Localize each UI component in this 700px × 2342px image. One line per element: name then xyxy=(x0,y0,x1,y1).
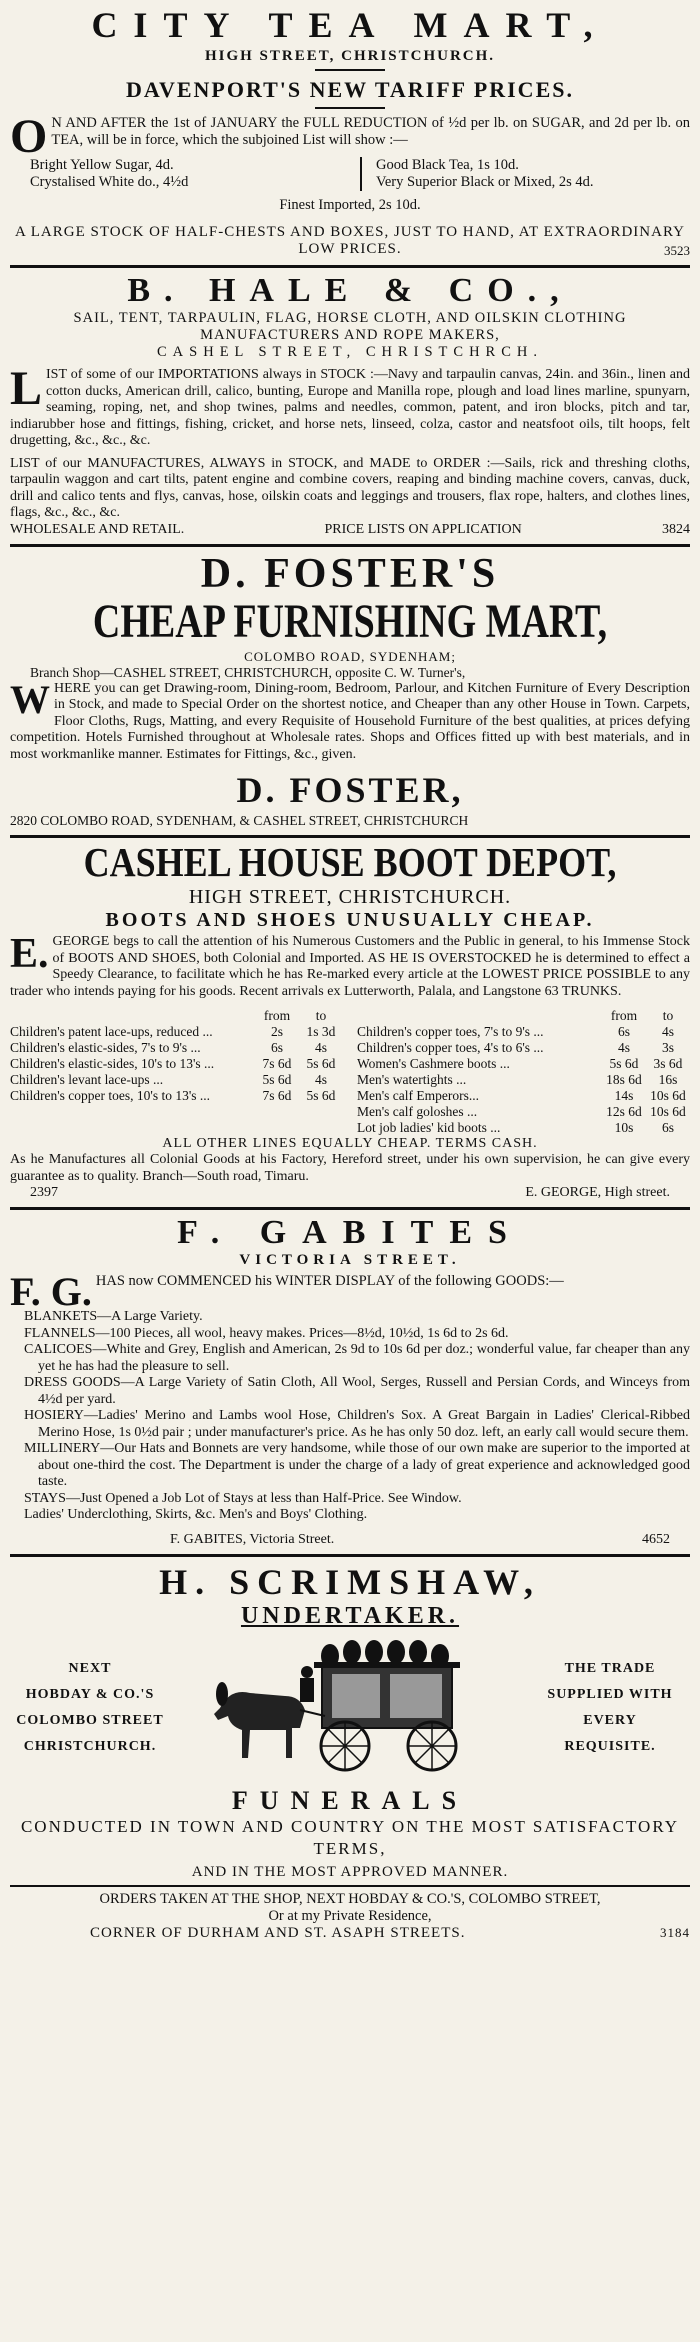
price-to: 4s xyxy=(314,1072,327,1087)
hale-manufactures: LIST of our MANUFACTURES, ALWAYS in STOCK, and MADE to ORDER :—Sails, rick and threshing cloths, tarpaulin waggon and cart tilts, patent engine and combine covers, reaping and binding machine covers, canvas, duck, drill and calico tents and flys, canvas, hose, oilskin coats and leggings and trousers, flax rope, halters, and clothes lines, flags, &c., &c., &c. xyxy=(10,455,690,520)
price-from: 18s 6d xyxy=(606,1072,642,1087)
divider xyxy=(10,265,690,268)
tea-title: CITY TEA MART, xyxy=(91,5,609,45)
table-row xyxy=(357,1072,690,1088)
divider xyxy=(315,107,385,109)
foster-title2: CHEAP FURNISHING MART, xyxy=(92,595,608,648)
boot-dropcap: E. xyxy=(10,931,49,977)
price-from: 7s 6d xyxy=(262,1088,292,1103)
divider xyxy=(10,1207,690,1210)
gabites-intro: HAS now COMMENCED his WINTER DISPLAY of the following GOODS:— xyxy=(95,1273,564,1289)
hdr-from: from xyxy=(610,1008,638,1023)
scrimshaw-funerals: FUNERALS xyxy=(231,1785,469,1815)
boot-title: CASHEL HOUSE BOOT DEPOT, xyxy=(83,839,617,885)
tea-stock: A LARGE STOCK OF HALF-CHESTS AND BOXES, JUST TO HAND, AT EXTRAORDINARY LOW PRICES. xyxy=(15,224,685,257)
boot-address: HIGH STREET, CHRISTCHURCH. xyxy=(188,886,512,908)
tea-price-sugar-white: Crystalised White do., 4½d xyxy=(30,174,189,190)
scrimshaw-right-column xyxy=(530,1656,690,1760)
price-to: 4s xyxy=(314,1040,327,1055)
item-name: Children's copper toes, 7's to 9's ... xyxy=(357,1024,544,1039)
tea-subtitle: DAVENPORT'S NEW TARIFF PRICES. xyxy=(126,77,574,102)
price-from: 10s xyxy=(614,1120,634,1135)
list-item: STAYS—Just Opened a Job Lot of Stays at less than Half-Price. See Window. xyxy=(24,1490,462,1506)
tea-price-sugar-yellow: Bright Yellow Sugar, 4d. xyxy=(30,157,174,173)
scrimshaw-right-line: THE TRADE xyxy=(564,1660,656,1676)
price-to: 5s 6d xyxy=(306,1088,336,1103)
table-row xyxy=(10,1056,343,1072)
hale-imports: IST of some of our IMPORTATIONS always in STOCK :—Navy and tarpaulin canvas, 24in. and 36in., linen and cotton ducks, American drill, calico, bunting, Europe and Manilla rope, plough and load lines marline, spunyarn, seaming, roping, net, and shop twines, palms and needles, common, patent, and iron blocks, pitch and tar, indiarubber hose and fittings, fishing, cricket, and horse nets, linseed, colza, castor and neatsfoot oils, tilt hoops, felt drugetting, &c., &c., &c. xyxy=(10,367,690,448)
item-name: Children's patent lace-ups, reduced ... xyxy=(10,1024,213,1039)
item-name: Men's watertights ... xyxy=(357,1072,467,1087)
scrimshaw-left-line: COLOMBO STREET xyxy=(16,1712,164,1728)
list-item: Ladies' Underclothing, Skirts, &c. Men's and Boys' Clothing. xyxy=(24,1507,368,1522)
foster-title: D. FOSTER'S xyxy=(200,550,500,597)
boot-tag: BOOTS AND SHOES UNUSUALLY CHEAP. xyxy=(105,909,595,931)
boot-depot-ad xyxy=(10,839,690,1201)
gabites-list xyxy=(10,1309,690,1524)
price-from: 4s xyxy=(617,1040,630,1055)
item-name: Men's calf goloshes ... xyxy=(357,1104,478,1119)
price-from: 5s 6d xyxy=(262,1072,292,1087)
scrimshaw-left-line: CHRISTCHURCH. xyxy=(23,1738,157,1754)
price-to: 10s 6d xyxy=(650,1104,686,1119)
hale-num: 3824 xyxy=(661,521,690,537)
list-item: HOSIERY—Ladies' Merino and Lambs wool Hose, Children's Sox. A Great Bargain in Ladies' Clerical-Ribbed Merino Hose, 1s 0½d pair ; under manufacturer's price. As he has only 50 doz. left, an early call would secure them. xyxy=(24,1408,690,1440)
gabites-sign: F. GABITES, Victoria Street. xyxy=(170,1531,335,1547)
scrimshaw-ad xyxy=(10,1561,690,1942)
price-to: 16s xyxy=(658,1072,678,1087)
item-name: Children's copper toes, 10's to 13's ... xyxy=(10,1088,211,1103)
boot-sign: E. GEORGE, High street. xyxy=(525,1185,670,1200)
tea-finest: Finest Imported, 2s 10d. xyxy=(279,197,421,213)
foster-footer: 2820 COLOMBO ROAD, SYDENHAM, & CASHEL STREET, CHRISTCHURCH xyxy=(10,813,469,828)
scrimshaw-line1: CONDUCTED IN TOWN AND COUNTRY ON THE MOST SATISFACTORY TERMS, xyxy=(20,1816,680,1858)
foster-name: D. FOSTER, xyxy=(236,770,464,810)
list-item: CALICOES—White and Grey, English and American, 2s 9d to 10s 6d per doz.; wonderful value, far cheaper than any yet he has had the pleasure to sell. xyxy=(24,1342,690,1374)
price-from: 6s xyxy=(270,1040,283,1055)
price-from: 14s xyxy=(614,1088,634,1103)
item-name: Children's elastic-sides, 10's to 13's ... xyxy=(10,1056,215,1071)
scrimshaw-corner: CORNER OF DURHAM AND ST. ASAPH STREETS. xyxy=(90,1924,466,1941)
gabites-address: VICTORIA STREET. xyxy=(239,1252,461,1268)
gabites-title: F. GABITES xyxy=(177,1214,523,1251)
hale-line3: CASHEL STREET, CHRISTCHRCH. xyxy=(157,344,543,360)
hdr-from: from xyxy=(263,1008,291,1023)
price-to: 6s xyxy=(661,1120,674,1135)
foster-ad xyxy=(10,551,690,830)
table-row xyxy=(10,1024,343,1040)
scrimshaw-left-column xyxy=(10,1656,170,1760)
item-name: Men's calf Emperors... xyxy=(357,1088,480,1103)
foster-address: COLOMBO ROAD, SYDENHAM; xyxy=(244,648,456,664)
item-name: Lot job ladies' kid boots ... xyxy=(357,1120,501,1135)
tea-price-superior: Very Superior Black or Mixed, 2s 4d. xyxy=(376,174,594,190)
scrimshaw-left-line: NEXT xyxy=(68,1660,112,1676)
price-from: 12s 6d xyxy=(606,1104,642,1119)
divider xyxy=(315,69,385,71)
price-to: 4s xyxy=(661,1024,674,1039)
scrimshaw-or: Or at my Private Residence, xyxy=(268,1907,432,1924)
item-name: Children's elastic-sides, 7's to 9's ... xyxy=(10,1040,201,1055)
tea-intro: N AND AFTER the 1st of JANUARY the FULL REDUCTION of ½d per lb. on SUGAR, and 2d per lb. on TEA, will be in force, which the subjoined List will show :— xyxy=(51,115,690,148)
boot-description: GEORGE begs to call the attention of his Numerous Customers and the Public in general, to his Immense Stock of BOOTS AND SHOES, both Colonial and Imported. AS HE IS OVERSTOCKED he is determined to effect a Speedy Clearance, to facilitate which he has Re-marked every article at the LOWEST PRICE POSSIBLE to any trader who intends paying for his goods. Recent arrivals ex Lutterworth, Palala, and Langstone 63 TRUNKS. xyxy=(10,934,690,999)
hale-ad xyxy=(10,272,690,538)
hale-title: B. HALE & CO., xyxy=(127,272,573,309)
table-row xyxy=(10,1040,343,1056)
scrimshaw-right-line: SUPPLIED WITH xyxy=(547,1686,673,1702)
boot-price-table xyxy=(10,1008,690,1136)
tea-num: 3523 xyxy=(664,243,690,258)
item-name: Children's levant lace-ups ... xyxy=(10,1072,164,1087)
hale-line2: MANUFACTURERS AND ROPE MAKERS, xyxy=(200,327,500,343)
divider xyxy=(10,1885,690,1887)
divider xyxy=(10,835,690,838)
divider xyxy=(10,544,690,547)
list-item: DRESS GOODS—A Large Variety of Satin Cloth, All Wool, Serges, Russell and Persian Cords, and Winceys from 4½d per yard. xyxy=(24,1375,690,1407)
price-to: 1s 3d xyxy=(306,1024,336,1039)
hdr-to: to xyxy=(315,1008,327,1023)
item-name: Children's copper toes, 4's to 6's ... xyxy=(357,1040,544,1055)
tea-dropcap: O xyxy=(10,110,48,163)
foster-description: HERE you can get Drawing-room, Dining-room, Bedroom, Parlour, and Kitchen Furniture of Every Description in Stock, and made to Special Order on the shortest notice, and Cheaper than any other House in Town. Carpets, Floor Cloths, Rugs, Matting, and every Requisite of Household Furniture of the best qualities, at prices defying competition. Hotels Furnished throughout at Wholesale rates. Shops and Offices fitted up with best materials, and in most workmanlike manner. Estimates for Fittings, &c., given. xyxy=(10,680,690,762)
newspaper-page xyxy=(10,0,690,1942)
foster-dropcap: W xyxy=(10,676,50,722)
gabites-ad xyxy=(10,1214,690,1548)
boot-num: 2397 xyxy=(30,1185,58,1200)
table-row xyxy=(357,1104,690,1120)
price-to: 3s xyxy=(661,1040,674,1055)
scrimshaw-orders: ORDERS TAKEN AT THE SHOP, NEXT HOBDAY & CO.'S, COLOMBO STREET, xyxy=(99,1890,601,1907)
scrimshaw-line2: AND IN THE MOST APPROVED MANNER. xyxy=(191,1863,509,1880)
divider xyxy=(10,1554,690,1557)
table-row xyxy=(357,1088,690,1104)
gabites-num: 4652 xyxy=(642,1531,670,1547)
price-to: 5s 6d xyxy=(306,1056,336,1071)
boot-manufacture: As he Manufactures all Colonial Goods at his Factory, Hereford street, under his own supervision, he can give every guarantee as to quality. Branch—South road, Timaru. xyxy=(10,1152,690,1184)
price-to: 10s 6d xyxy=(650,1088,686,1103)
hearse-engraving-icon xyxy=(200,1638,500,1778)
list-item: BLANKETS—A Large Variety. xyxy=(24,1309,203,1324)
scrimshaw-right-line: EVERY xyxy=(583,1712,637,1728)
price-from: 6s xyxy=(617,1024,630,1039)
tea-mart-ad xyxy=(10,4,690,259)
tea-address: HIGH STREET, CHRISTCHURCH. xyxy=(204,48,496,64)
hdr-to: to xyxy=(662,1008,674,1023)
hale-wholesale: WHOLESALE AND RETAIL. xyxy=(10,521,185,537)
price-from: 7s 6d xyxy=(262,1056,292,1071)
gabites-dropcap: F. G. xyxy=(10,1269,92,1314)
table-row xyxy=(10,1072,343,1088)
price-to: 3s 6d xyxy=(653,1056,683,1071)
scrimshaw-right-line: REQUISITE. xyxy=(564,1738,656,1754)
list-item: FLANNELS—100 Pieces, all wool, heavy makes. Prices—8½d, 10½d, 1s 6d to 2s 6d. xyxy=(24,1325,509,1341)
list-item: MILLINERY—Our Hats and Bonnets are very handsome, while those of our own make are superior to the imported at about one-third the cost. The Department is under the charge of a lady of great experience and acknowledged good taste. xyxy=(24,1441,690,1489)
scrimshaw-num: 3184 xyxy=(660,1924,690,1940)
hale-line1: SAIL, TENT, TARPAULIN, FLAG, HORSE CLOTH, AND OILSKIN CLOTHING xyxy=(73,310,627,326)
table-row xyxy=(357,1040,690,1056)
table-row xyxy=(357,1056,690,1072)
table-row xyxy=(357,1024,690,1040)
hale-price-lists: PRICE LISTS ON APPLICATION xyxy=(324,521,522,537)
hale-dropcap: L xyxy=(10,362,43,415)
price-from: 5s 6d xyxy=(609,1056,639,1071)
table-row xyxy=(10,1088,343,1104)
item-name: Women's Cashmere boots ... xyxy=(357,1056,510,1071)
scrimshaw-title: H. SCRIMSHAW, xyxy=(159,1561,541,1602)
tea-price-black: Good Black Tea, 1s 10d. xyxy=(376,157,519,173)
price-from: 2s xyxy=(270,1024,283,1039)
boot-other: ALL OTHER LINES EQUALLY CHEAP. TERMS CASH. xyxy=(162,1136,538,1151)
scrimshaw-left-line: HOBDAY & CO.'S xyxy=(25,1686,155,1702)
table-row xyxy=(357,1120,690,1136)
foster-branch: Branch Shop—CASHEL STREET, CHRISTCHURCH, opposite C. W. Turner's, xyxy=(30,664,466,680)
scrimshaw-subtitle: UNDERTAKER. xyxy=(240,1602,460,1629)
